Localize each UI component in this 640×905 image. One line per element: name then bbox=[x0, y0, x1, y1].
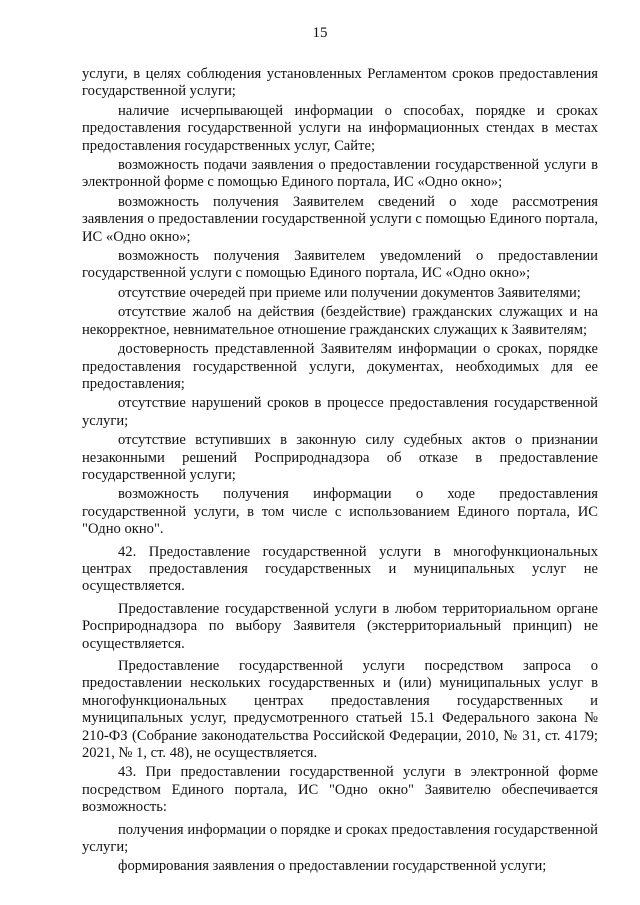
paragraph: достоверность представленной Заявителям информации о сроках, порядке предоставления государственной услуги, документах, необходимых для ее предоставления; bbox=[82, 341, 598, 392]
paragraph: отсутствие жалоб на действия (бездействие) гражданских служащих и на некорректное, невнимательное отношение гражданских служащих к Заявителям; bbox=[82, 304, 598, 338]
paragraph: Предоставление государственной услуги в любом территориальном органе Росприроднадзора по выбору Заявителя (экстерриториальный принцип) не осуществляется. bbox=[82, 600, 598, 652]
paragraph: возможность получения Заявителем сведений о ходе рассмотрения заявления о предоставлении государственной услуги с помощью Единого портала, ИС «Одно окно»; bbox=[82, 193, 598, 245]
page-number: 15 bbox=[312, 25, 328, 41]
paragraph: наличие исчерпывающей информации о способах, порядке и сроках предоставления государственной услуги на информационных стендах в местах предоставления государственных услуг, Сайте; bbox=[82, 102, 598, 154]
paragraph: Предоставление государственной услуги посредством запроса о предоставлении нескольких государственных и (или) муниципальных услуг в многофункциональных центрах предоставления государственных и муниципальных услуг, предусмотренного статьей 15.1 Федерального закона № 210-ФЗ (Собрание законодательства Российской Федерации, 2010, № 31, ст. 4179; 2021, № 1, ст. 48), не осуществляется. bbox=[82, 658, 598, 762]
document-body bbox=[82, 66, 598, 878]
paragraph: формирования заявления о предоставлении государственной услуги; bbox=[118, 858, 547, 875]
paragraph: услуги, в целях соблюдения установленных Регламентом сроков предоставления государственной услуги; bbox=[82, 66, 598, 100]
paragraph: получения информации о порядке и сроках предоставления государственной услуги; bbox=[82, 821, 598, 856]
paragraph: отсутствие вступивших в законную силу судебных актов о признании незаконными решений Росприроднадзора об отказе в предоставление государственной услуги; bbox=[82, 432, 598, 483]
paragraph: отсутствие очередей при приеме или получении документов Заявителями; bbox=[118, 284, 581, 301]
paragraph: возможность получения Заявителем уведомлений о предоставлении государственной услуги с помощью Единого портала, ИС «Одно окно»; bbox=[82, 248, 598, 282]
paragraph: отсутствие нарушений сроков в процессе предоставления государственной услуги; bbox=[82, 395, 598, 429]
paragraph: возможность подачи заявления о предоставлении государственной услуги в электронной форме с помощью Единого портала, ИС «Одно окно»; bbox=[82, 157, 598, 191]
paragraph: возможность получения информации о ходе предоставления государственной услуги, в том числе с использованием Единого портала, ИС "Одно окно". bbox=[82, 486, 598, 538]
section-42-paragraph: 42. Предоставление государственной услуги в многофункциональных центрах предоставления государственных и муниципальных услуг не осуществляется. bbox=[82, 543, 598, 595]
section-43-paragraph: 43. При предоставлении государственной услуги в электронной форме посредством Единого портала, ИС "Одно окно" Заявителю обеспечивается возможность: bbox=[82, 764, 598, 816]
